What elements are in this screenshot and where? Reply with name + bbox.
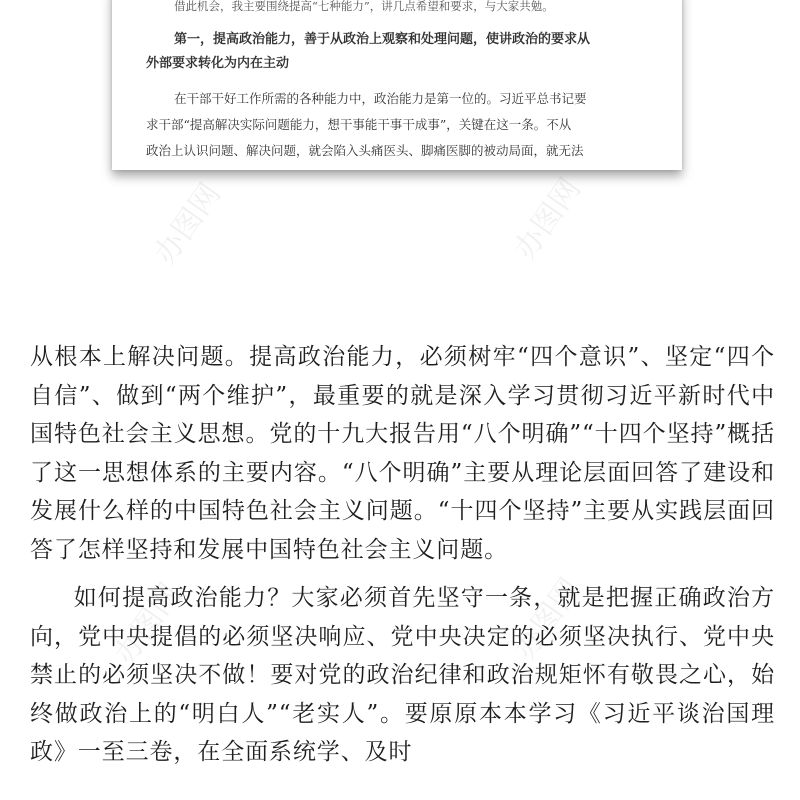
preview-body-line-2: 求干部“提高解决实际问题能力，想干事能干事干成事”，关键在这一条。不从 xyxy=(146,117,572,132)
document-preview-card xyxy=(112,0,682,170)
preview-heading-line-1: 第一，提高政治能力，善于从政治上观察和处理问题，使讲政治的要求从 xyxy=(174,32,591,47)
watermark-4: 办图网 xyxy=(507,572,589,666)
watermark-1: 办图网 xyxy=(147,177,229,271)
preview-heading-line-2: 外部要求转化为内在主动 xyxy=(146,56,290,71)
preview-body-line-1: 在干部干好工作所需的各种能力中，政治能力是第一位的。习近平总书记要 xyxy=(174,91,587,106)
paragraph-2: 如何提高政治能力？大家必须首先坚守一条，就是把握正确政治方向，党中央提倡的必须坚决响应、党中央决定的必须坚决执行、党中央禁止的必须坚决不做！要对党的政治纪律和政治规矩怀有敬畏之心，始终做政治上的“明白人”“老实人”。要原原本本学习《习近平谈治国理政》一至三卷，在全面系统学、及时 xyxy=(30,585,775,765)
paragraph-1: 从根本上解决问题。提高政治能力，必须树牢“四个意识”、坚定“四个自信”、做到“两个维护”，最重要的就是深入学习贯彻习近平新时代中国特色社会主义思想。党的十九大报告用“八个明确”“十四个坚持”概括了这一思想体系的主要内容。“八个明确”主要从理论层面回答了建设和发展什么样的中国特色社会主义问题。“十四个坚持”主要从实践层面回答了怎样坚持和发展中国特色社会主义问题。 xyxy=(30,344,775,563)
preview-body-line-3: 政治上认识问题、解决问题，就会陷入头痛医头、脚痛医脚的被动局面，就无法 xyxy=(146,143,584,158)
watermark-3: 办图网 xyxy=(107,577,189,671)
watermark-2: 办图网 xyxy=(507,172,589,266)
preview-intro-line: 借此机会，我主要围绕提高“七种能力”，讲几点希望和要求，与大家共勉。 xyxy=(174,0,554,13)
main-text xyxy=(30,338,775,772)
